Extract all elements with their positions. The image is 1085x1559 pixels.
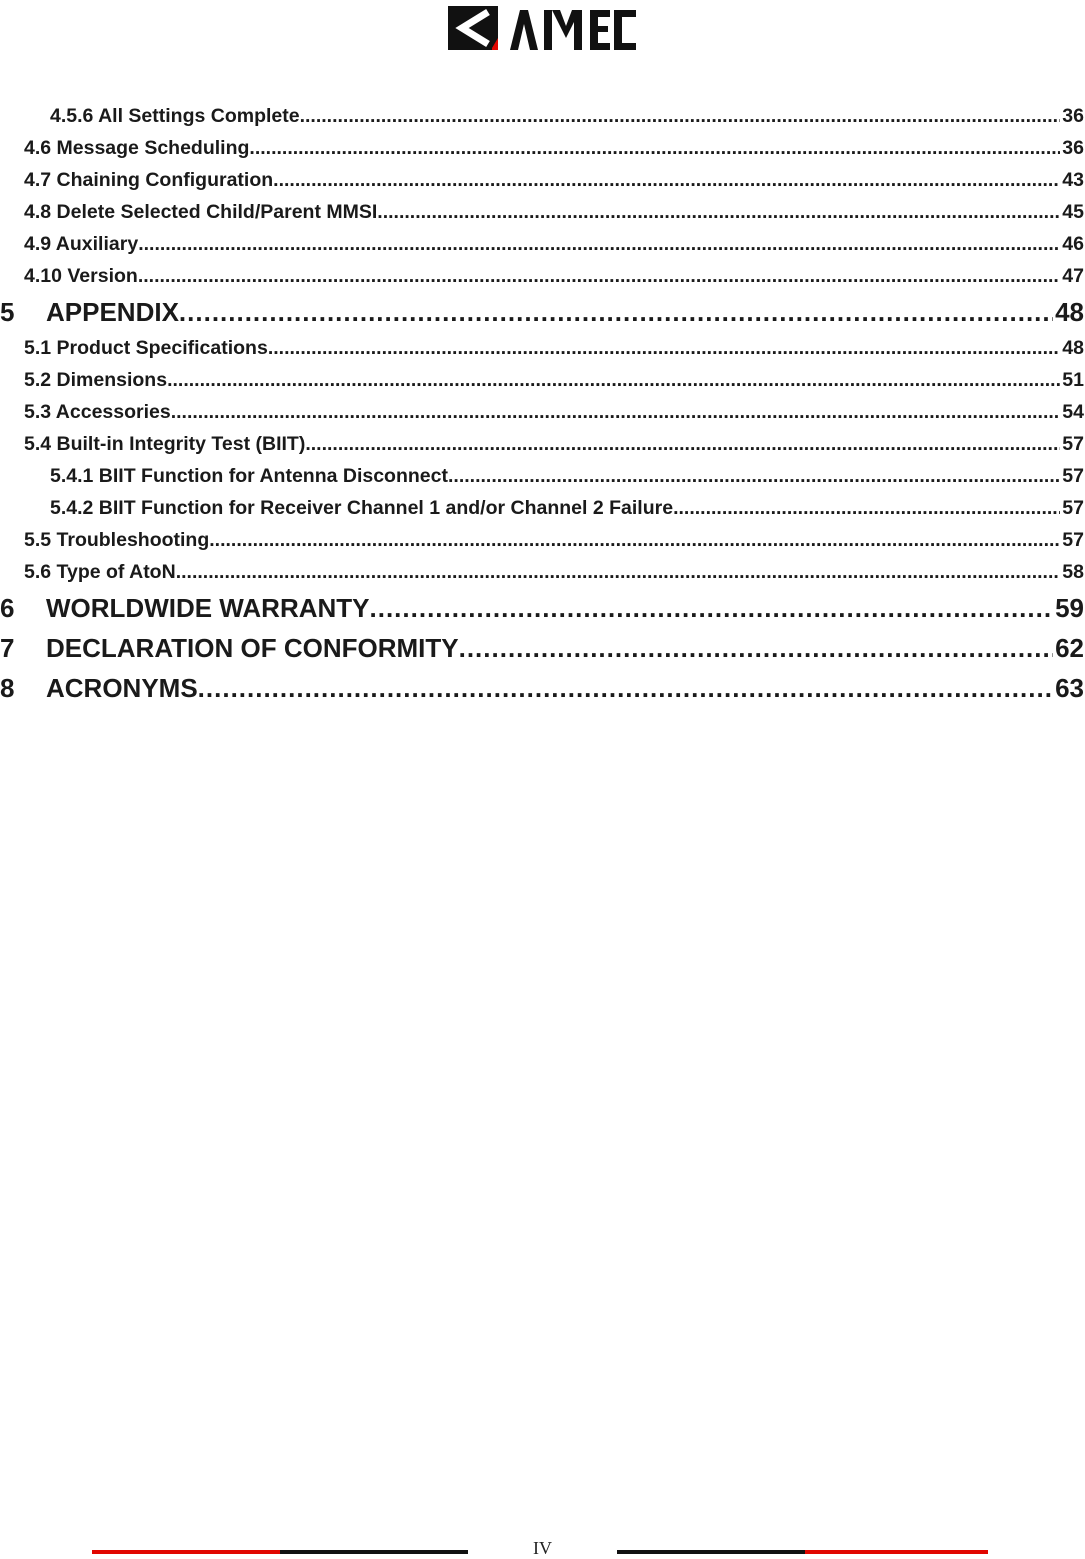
toc-title-text: 4.10 Version [24, 265, 138, 287]
toc-title-text: 5.3 Accessories [24, 401, 171, 423]
toc-dot-leader [198, 668, 1053, 708]
toc-entry-title [0, 628, 459, 668]
toc-title-text: ACRONYMS [46, 673, 198, 703]
toc-page-number: 54 [1062, 401, 1084, 423]
toc-entry-title [24, 260, 138, 292]
toc-entry[interactable] [0, 628, 1085, 668]
toc-title-text: 5.2 Dimensions [24, 369, 168, 391]
toc-entry[interactable] [0, 524, 1085, 556]
toc-entry[interactable] [0, 556, 1085, 588]
toc-dot-leader [167, 364, 1060, 396]
toc-entry-title [50, 492, 673, 524]
toc-dot-leader [370, 588, 1054, 628]
toc-page-number: 45 [1062, 201, 1084, 223]
toc-entry[interactable] [0, 428, 1085, 460]
toc-entry[interactable] [0, 492, 1085, 524]
toc-entry[interactable] [0, 588, 1085, 628]
toc-page-number: 57 [1062, 433, 1084, 455]
toc-page-number: 63 [1055, 673, 1084, 703]
logo-wordmark [510, 10, 636, 50]
toc-dot-leader [300, 100, 1061, 132]
toc-entry[interactable] [0, 332, 1085, 364]
toc-entry-title [0, 292, 179, 332]
toc-page-number: 48 [1062, 337, 1084, 359]
toc-page-number: 57 [1062, 465, 1084, 487]
toc-page-number: 36 [1062, 137, 1084, 159]
toc-dot-leader [673, 492, 1060, 524]
toc-dot-leader [179, 292, 1053, 332]
toc-entry-title [0, 668, 198, 708]
toc-page-number: 46 [1062, 233, 1084, 255]
toc-chapter-number: 5 [0, 297, 15, 327]
footer-rule-left-red [92, 1550, 280, 1554]
toc-page-number: 57 [1062, 497, 1084, 519]
toc-dot-leader [138, 228, 1060, 260]
toc-entry-title [24, 332, 268, 364]
toc-title-text: 5.4 Built-in Integrity Test (BIIT) [24, 433, 306, 455]
toc-entry[interactable] [0, 396, 1085, 428]
toc-dot-leader [448, 460, 1060, 492]
toc-page-number: 51 [1062, 369, 1084, 391]
footer-rule-left-black [280, 1550, 468, 1554]
amec-logo [448, 4, 638, 52]
toc-page-number: 43 [1062, 169, 1084, 191]
toc-title-text: 4.9 Auxiliary [24, 233, 139, 255]
toc-entry[interactable] [0, 196, 1085, 228]
toc-title-text: 5.1 Product Specifications [24, 337, 268, 359]
footer-rule-right-red [805, 1550, 988, 1554]
toc-title-text: 5.6 Type of AtoN [24, 561, 176, 583]
toc-entry[interactable] [0, 164, 1085, 196]
amec-logo-graphic [448, 4, 638, 52]
page-number: IV [533, 1538, 552, 1558]
toc-dot-leader [171, 396, 1061, 428]
toc-dot-leader [305, 428, 1060, 460]
toc-entry-title [24, 132, 249, 164]
toc-dot-leader [459, 628, 1053, 668]
table-of-contents [0, 100, 1085, 708]
toc-title-text: 5.4.1 BIIT Function for Antenna Disconnect [50, 465, 448, 487]
toc-title-text: WORLDWIDE WARRANTY [46, 593, 370, 623]
toc-entry[interactable] [0, 132, 1085, 164]
toc-page-number: 48 [1055, 297, 1084, 327]
toc-dot-leader [209, 524, 1060, 556]
toc-entry-title [24, 364, 167, 396]
toc-dot-leader [176, 556, 1061, 588]
toc-entry[interactable] [0, 100, 1085, 132]
toc-title-text: APPENDIX [46, 297, 179, 327]
toc-title-text: 5.4.2 BIIT Function for Receiver Channel 1 and/or Channel 2 Failure [50, 497, 674, 519]
toc-page-number: 62 [1055, 633, 1084, 663]
toc-title-text: 5.5 Troubleshooting [24, 529, 210, 551]
toc-page-number: 59 [1055, 593, 1084, 623]
toc-entry-title [24, 556, 176, 588]
toc-dot-leader [249, 132, 1060, 164]
toc-entry-title [24, 228, 138, 260]
toc-page-number: 36 [1062, 105, 1084, 127]
toc-title-text: DECLARATION OF CONFORMITY [46, 633, 459, 663]
toc-page-number: 58 [1062, 561, 1084, 583]
toc-entry-title [24, 196, 377, 228]
toc-page-number: 57 [1062, 529, 1084, 551]
toc-entry[interactable] [0, 260, 1085, 292]
toc-chapter-number: 7 [0, 633, 15, 663]
toc-entry-title [50, 100, 300, 132]
toc-entry-title [0, 588, 370, 628]
toc-dot-leader [377, 196, 1060, 228]
toc-entry[interactable] [0, 292, 1085, 332]
toc-entry[interactable] [0, 460, 1085, 492]
toc-entry-title [24, 524, 209, 556]
toc-entry-title [24, 428, 305, 460]
toc-entry[interactable] [0, 668, 1085, 708]
toc-dot-leader [138, 260, 1060, 292]
toc-entry[interactable] [0, 364, 1085, 396]
toc-entry-title [24, 164, 273, 196]
toc-dot-leader [273, 164, 1060, 196]
toc-chapter-number: 8 [0, 673, 15, 703]
toc-chapter-number: 6 [0, 593, 15, 623]
toc-title-text: 4.8 Delete Selected Child/Parent MMSI [24, 201, 378, 223]
toc-title-text: 4.5.6 All Settings Complete [50, 105, 300, 127]
toc-title-text: 4.7 Chaining Configuration [24, 169, 274, 191]
toc-entry[interactable] [0, 228, 1085, 260]
toc-entry-title [50, 460, 448, 492]
toc-title-text: 4.6 Message Scheduling [24, 137, 250, 159]
toc-page-number: 47 [1062, 265, 1084, 287]
toc-entry-title [24, 396, 171, 428]
toc-dot-leader [268, 332, 1060, 364]
page-footer [0, 1538, 1085, 1557]
footer-rule-right-black [617, 1550, 805, 1554]
